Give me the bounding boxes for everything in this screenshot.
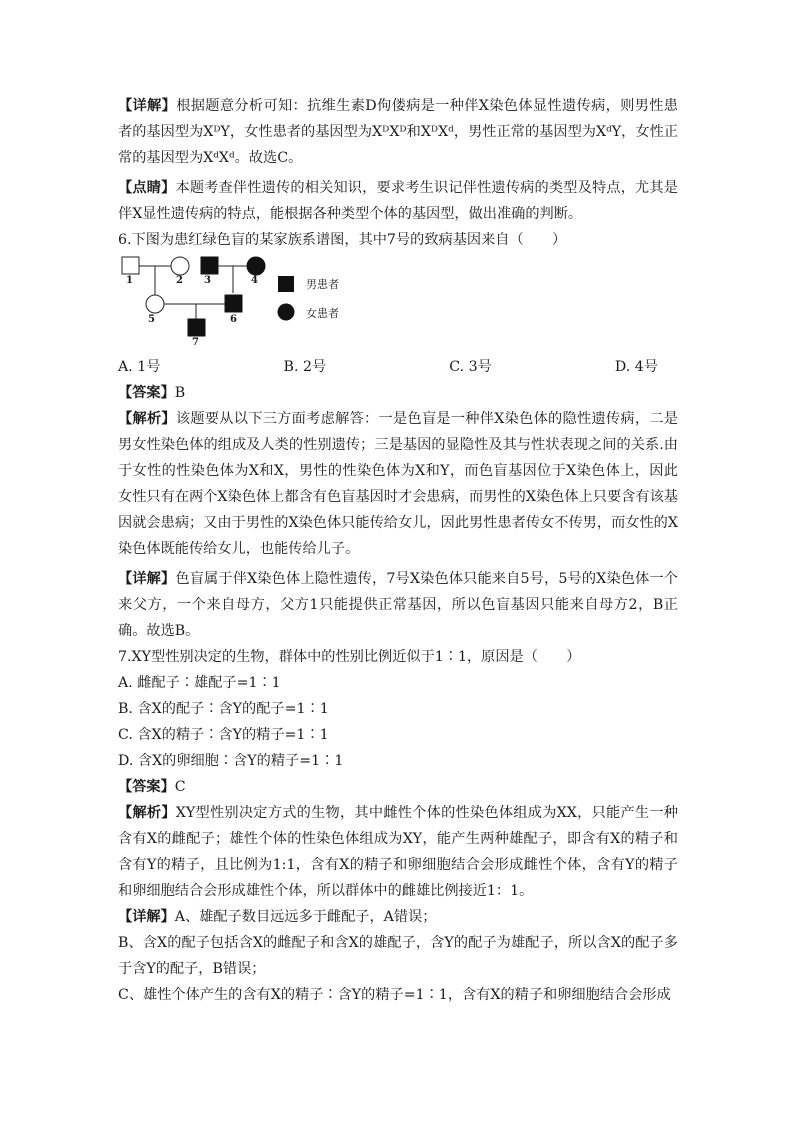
document-page (118, 93, 678, 1008)
question-7-option-c: C. 含X的精子∶含Y的精子=1∶1 (118, 727, 329, 743)
answer-tag: 【答案】 (118, 385, 175, 401)
label-3: 3 (204, 275, 211, 286)
question-6-detail (118, 566, 678, 644)
comment-text: 本题考查伴性遗传的相关知识，要求考生识记伴性遗传病的类型及特点，尤其是伴X显性遗传病的特点，能根据各种类型个体的基因型，做出准确的判断。 (118, 180, 678, 222)
label-5: 5 (148, 314, 155, 325)
option-a: A. 1号 (118, 359, 161, 375)
label-7: 7 (192, 337, 199, 348)
question-6-stem: 6.下图为患红绿色盲的某家族系谱图，其中7号的致病基因来自（ ） (118, 232, 567, 248)
detail-tag: 【详解】 (118, 98, 177, 114)
question-7-detail-c: C、雄性个体产生的含有X的精子∶含Y的精子=1∶1，含有X的精子和卵细胞结合会形成 (118, 987, 671, 1003)
answer-value: C (174, 779, 186, 795)
question-7-option-d: D. 含X的卵细胞∶含Y的精子=1∶1 (118, 753, 344, 769)
analysis-text: XY型性别决定方式的生物，其中雌性个体的性染色体组成为XX，只能产生一种含有X的雌配子；雄性个体的性染色体组成为XY，能产生两种雄配子，即含有X的精子和含有Y的精子，且比例为1:1，含有X的精子和卵细胞结合会形成雌性个体，含有Y的精子和卵细胞结合会形成雄性个体，所以群体中的雌雄比例接近1：1。 (118, 805, 678, 899)
individual-3-affected-male (201, 257, 218, 274)
question-7-detail-a (118, 904, 678, 930)
detail-tag: 【详解】 (118, 909, 175, 925)
question-7-stem: 7.XY型性别决定的生物，群体中的性别比例近似于1∶1，原因是（ ） (118, 649, 581, 665)
paragraph-detail-q5 (118, 93, 678, 171)
legend-male-symbol (278, 276, 294, 292)
detail-text: 根据题意分析可知：抗维生素D佝偻病是一种伴X染色体显性遗传病，则男性患者的基因型为XᴰY，女性患者的基因型为XᴰXᴰ和XᴰXᵈ，男性正常的基因型为XᵈY，女性正常的基因型为XᵈXᵈ。故选C。 (118, 98, 678, 166)
pedigree-chart (118, 255, 498, 350)
comment-tag: 【点睛】 (118, 180, 176, 196)
individual-5-normal-female (146, 295, 164, 313)
option-d: D. 4号 (614, 359, 658, 375)
analysis-tag: 【解析】 (118, 411, 176, 427)
detail-text: 色盲属于伴X染色体上隐性遗传，7号X染色体只能来自5号，5号的X染色体一个来父方，一个来自母方，父方1只能提供正常基因，所以色盲基因只能来自母方2，B正确。故选B。 (118, 571, 678, 639)
legend-female-label: 女患者 (306, 307, 339, 320)
pedigree-svg (118, 255, 498, 350)
option-b: B. 2号 (283, 359, 327, 375)
label-1: 1 (126, 275, 133, 286)
detail-a-text: A、雄配子数目远远多于雌配子，A错误； (174, 909, 437, 925)
question-7-detail-b: B、含X的配子包括含X的雌配子和含X的雄配子，含Y的配子为雄配子，所以含X的配子多于含Y的配子，B错误； (118, 935, 678, 977)
question-7-analysis (118, 800, 678, 904)
label-4: 4 (251, 275, 258, 286)
individual-4-affected-female (247, 257, 265, 275)
question-7-option-b: B. 含X的配子∶含Y的配子=1∶1 (118, 701, 329, 717)
individual-2-normal-female (171, 257, 189, 275)
individual-1-normal-male (122, 257, 139, 274)
paragraph-comment-q5 (118, 175, 678, 227)
question-7-answer (118, 774, 678, 800)
analysis-tag: 【解析】 (118, 805, 176, 821)
question-6-answer (118, 380, 678, 406)
answer-value: B (174, 385, 186, 401)
answer-tag: 【答案】 (118, 779, 175, 795)
analysis-text: 该题要从以下三方面考虑解答：一是色盲是一种伴X染色体的隐性遗传病，二是男女性染色体的组成及人类的性别遗传；三是基因的显隐性及其与性状表现之间的关系.由于女性的性染色体为X和X，男性的性染色体为X和Y，而色盲基因位于X染色体上，因此女性只有在两个X染色体上都含有色盲基因时才会患病，而男性的X染色体上只要含有该基因就会患病；又由于男性的X染色体只能传给女儿，因此男性患者传女不传男，而女性的X染色体既能传给女儿，也能传给儿子。 (118, 411, 678, 557)
detail-tag: 【详解】 (118, 571, 176, 587)
individual-6-affected-male (225, 295, 242, 312)
question-6-options (118, 354, 658, 380)
legend-male-label: 男患者 (306, 278, 339, 291)
individual-7-affected-male (188, 319, 205, 336)
question-6-analysis (118, 406, 678, 562)
legend-female-symbol (278, 304, 295, 321)
label-6: 6 (230, 314, 237, 325)
question-7-option-a: A. 雌配子∶雄配子=1∶1 (118, 675, 281, 691)
option-c: C. 3号 (449, 359, 492, 375)
label-2: 2 (176, 275, 183, 286)
